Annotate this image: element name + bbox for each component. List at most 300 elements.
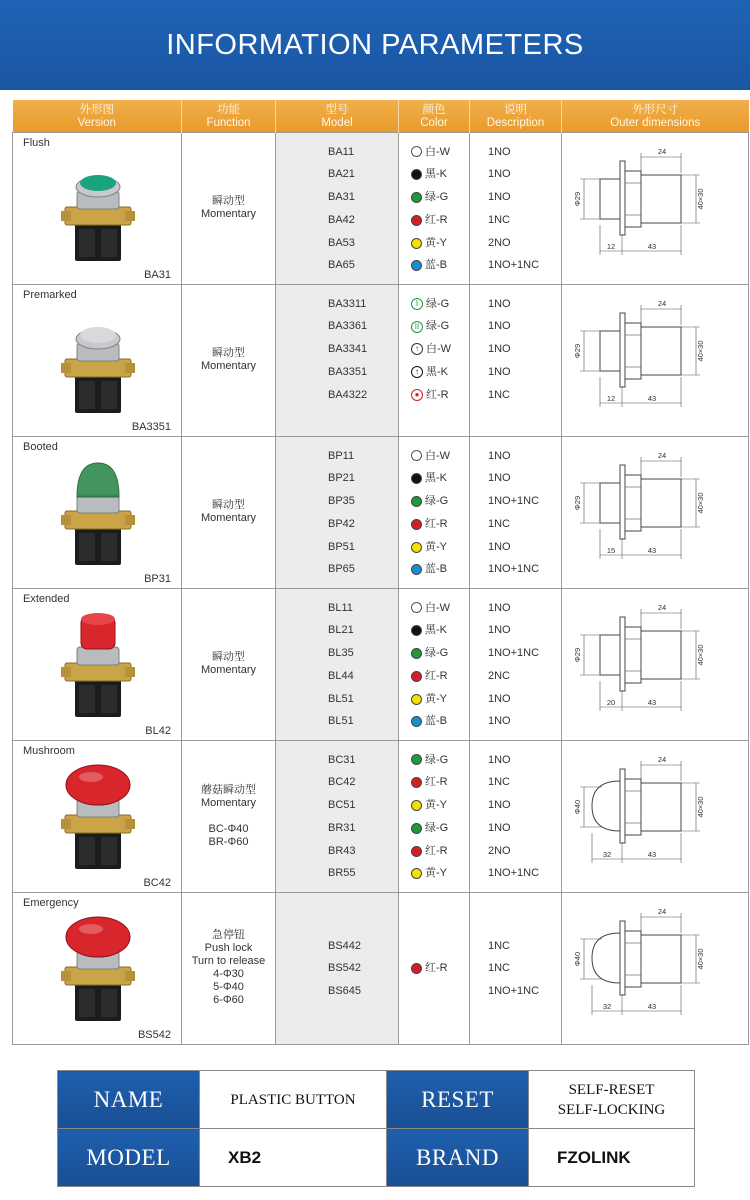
model-item: BL51 — [328, 715, 354, 728]
header-color: 颜色 Color — [399, 100, 470, 132]
brand-label: BRAND — [387, 1129, 529, 1187]
description-cell — [470, 132, 562, 284]
cap-highlight — [79, 924, 103, 934]
dim-label-bottom-left: 15 — [606, 545, 616, 555]
color-item — [399, 862, 469, 885]
color-label: 黄-Y — [425, 692, 447, 705]
description-item: 1NO+1NC — [488, 563, 540, 576]
contact-block-left — [79, 533, 95, 561]
function-cell — [182, 588, 276, 740]
model-item: BP21 — [328, 472, 355, 485]
color-item — [399, 467, 469, 490]
function-line: BR-Φ60 — [208, 835, 249, 848]
function-line: 瞬动型 — [212, 499, 245, 511]
bracket-screw — [61, 971, 71, 981]
body-outline — [641, 479, 681, 527]
model-item: BC31 — [328, 753, 356, 766]
function-cell — [182, 436, 276, 588]
description-cell — [470, 284, 562, 436]
description-item: 1NO — [488, 343, 511, 356]
color-label: 红-R — [425, 844, 448, 857]
flush-cap — [80, 175, 116, 191]
description-item: 1NO — [488, 191, 511, 204]
dim-label-size: 40×30 — [696, 643, 705, 666]
product-code: BA3351 — [131, 420, 171, 433]
mounting-bracket — [65, 207, 131, 225]
description-item: 1NO — [488, 715, 511, 728]
model-item: BR31 — [328, 821, 356, 834]
dim-label-top: 24 — [657, 298, 667, 308]
color-label: 红-R — [425, 213, 448, 226]
description-item: 2NO — [488, 236, 511, 249]
contact-block-right — [101, 685, 117, 713]
model-cell — [276, 436, 399, 588]
color-symbol-icon: ● — [411, 389, 423, 401]
version-cell — [13, 588, 182, 740]
color-item — [399, 558, 469, 581]
color-item — [399, 817, 469, 840]
color-item — [399, 665, 469, 688]
product-photo — [53, 151, 143, 263]
description-cell — [470, 892, 562, 1044]
head-outline — [600, 635, 620, 675]
category-label: Flush — [23, 136, 50, 149]
bracket-screw — [125, 211, 135, 221]
function-line: Turn to release — [191, 955, 266, 967]
model-item: BP11 — [328, 449, 355, 462]
dim-label-diameter: Φ29 — [573, 191, 582, 206]
mushroom-cap — [66, 765, 130, 805]
dim-label-bottom-left: 12 — [606, 393, 616, 403]
model-item: BC42 — [328, 776, 356, 789]
color-cell — [399, 284, 470, 436]
model-item: BA21 — [328, 168, 355, 181]
contact-block-right — [101, 837, 117, 865]
color-label: 蓝-B — [425, 563, 447, 576]
color-dot-icon — [411, 716, 422, 727]
dim-label-size: 40×30 — [696, 491, 705, 514]
color-item — [399, 315, 469, 338]
dim-label-bottom-left: 12 — [606, 241, 616, 251]
color-label: 绿-G — [426, 320, 450, 333]
panel-plate — [620, 921, 625, 995]
dimension-drawing — [562, 133, 750, 284]
contact-block-right — [101, 229, 117, 257]
color-dot-icon — [411, 963, 422, 974]
function-line: Push lock — [204, 942, 253, 954]
color-item — [399, 445, 469, 468]
color-label: 绿-G — [425, 753, 449, 766]
function-cell — [182, 132, 276, 284]
header-dimensions: 外形尺寸 Outer dimensions — [562, 100, 749, 132]
mounting-bracket — [65, 967, 131, 985]
color-item — [399, 163, 469, 186]
model-item: BA11 — [328, 145, 355, 158]
model-list — [276, 597, 398, 734]
color-dot-icon — [411, 625, 422, 636]
color-item — [399, 771, 469, 794]
model-list — [276, 749, 398, 886]
color-dot-icon — [411, 169, 422, 180]
description-list — [470, 901, 561, 1003]
dim-label-size: 40×30 — [696, 339, 705, 362]
color-cell — [399, 740, 470, 892]
head-outline — [600, 179, 620, 219]
dim-label-diameter: Φ29 — [573, 343, 582, 358]
color-dot-icon — [411, 238, 422, 249]
color-list — [399, 597, 469, 734]
color-dot-icon — [411, 823, 422, 834]
bracket-screw — [125, 971, 135, 981]
product-row — [13, 740, 749, 892]
model-item: BS645 — [328, 985, 362, 998]
color-item — [399, 749, 469, 772]
bracket-screw — [61, 819, 71, 829]
model-cell — [276, 284, 399, 436]
model-item: BA31 — [328, 191, 355, 204]
color-item — [399, 490, 469, 513]
head-outline — [600, 331, 620, 371]
color-dot-icon — [411, 846, 422, 857]
body-outline — [641, 175, 681, 223]
body-outline — [641, 631, 681, 679]
color-dot-icon — [411, 671, 422, 682]
model-item: BL11 — [328, 601, 353, 614]
color-item — [399, 186, 469, 209]
description-item: 1NO — [488, 601, 511, 614]
dim-label-diameter: Φ29 — [573, 647, 582, 662]
cap-top — [81, 613, 115, 625]
contact-block-left — [79, 229, 95, 257]
color-label: 绿-G — [425, 647, 449, 660]
model-cell — [276, 132, 399, 284]
bracket-screw — [125, 819, 135, 829]
model-cell — [276, 588, 399, 740]
mounting-bracket — [65, 359, 131, 377]
product-row — [13, 436, 749, 588]
dim-label-size: 40×30 — [696, 947, 705, 970]
title-banner — [0, 0, 750, 90]
model-item: BA3311 — [328, 297, 367, 310]
color-label: 黄-Y — [425, 799, 447, 812]
bracket-screw — [125, 363, 135, 373]
color-item — [399, 293, 469, 316]
header-function: 功能 Function — [182, 100, 276, 132]
description-item: 1NO — [488, 145, 511, 158]
panel-plate — [620, 465, 625, 539]
head-outline — [600, 483, 620, 523]
color-dot-icon — [411, 496, 422, 507]
dim-label-size: 40×30 — [696, 795, 705, 818]
name-value: PLASTIC BUTTON — [200, 1071, 387, 1129]
dimensions-cell — [562, 892, 749, 1044]
head-outline — [592, 781, 620, 831]
description-item: 1NC — [488, 776, 511, 789]
reset-value-line: SELF-RESET — [568, 1081, 655, 1098]
color-cell — [399, 588, 470, 740]
dimensions-cell — [562, 132, 749, 284]
description-item: 1NC — [488, 939, 511, 952]
dimensions-cell — [562, 740, 749, 892]
color-dot-icon — [411, 648, 422, 659]
dimension-drawing — [562, 893, 750, 1044]
color-item — [399, 338, 469, 361]
function-cell — [182, 892, 276, 1044]
model-item: BA42 — [328, 213, 355, 226]
description-item: 1NO — [488, 320, 511, 333]
dim-label-top: 24 — [657, 906, 667, 916]
product-code: BC42 — [143, 876, 171, 889]
dim-label-bottom-left: 32 — [602, 849, 612, 859]
color-list — [399, 901, 469, 1003]
color-item — [399, 141, 469, 164]
color-label: 黄-Y — [425, 540, 447, 553]
mounting-bracket — [65, 663, 131, 681]
description-item: 1NO — [488, 540, 511, 553]
dim-label-top: 24 — [657, 450, 667, 460]
panel-plate — [620, 313, 625, 387]
description-item: 1NO — [488, 472, 511, 485]
dimension-drawing — [562, 285, 750, 436]
description-cell — [470, 588, 562, 740]
color-dot-icon — [411, 473, 422, 484]
description-list — [470, 445, 561, 582]
bracket-screw — [125, 515, 135, 525]
product-row — [13, 588, 749, 740]
dim-label-top: 24 — [657, 146, 667, 156]
description-item: 1NO — [488, 297, 511, 310]
description-item: 1NO+1NC — [488, 495, 540, 508]
color-label: 黑-K — [426, 365, 448, 378]
description-item: 1NO — [488, 821, 511, 834]
color-label: 蓝-B — [425, 715, 447, 728]
description-item: 1NC — [488, 517, 511, 530]
function-line: 4-Φ30 — [213, 968, 244, 980]
description-item: 2NO — [488, 844, 511, 857]
function-line: 急停钮 — [212, 929, 245, 941]
category-label: Premarked — [23, 288, 77, 301]
product-row — [13, 284, 749, 436]
model-item: BP65 — [328, 563, 355, 576]
model-item: BP35 — [328, 495, 355, 508]
function-line — [182, 810, 275, 823]
color-dot-icon — [411, 519, 422, 530]
color-label: 白-W — [426, 343, 452, 356]
color-dot-icon — [411, 564, 422, 575]
contact-block-right — [101, 381, 117, 409]
description-item: 1NO — [488, 365, 511, 378]
function-line: 6-Φ60 — [213, 994, 244, 1006]
color-item — [399, 710, 469, 733]
product-code: BS542 — [137, 1028, 171, 1041]
bracket-screw — [61, 667, 71, 677]
description-list — [470, 293, 561, 407]
color-label: 绿-G — [425, 821, 449, 834]
description-item: 1NO+1NC — [488, 647, 540, 660]
model-list — [276, 293, 398, 407]
model-cell — [276, 740, 399, 892]
version-cell — [13, 892, 182, 1044]
color-cell — [399, 132, 470, 284]
function-cell — [182, 284, 276, 436]
description-cell — [470, 436, 562, 588]
model-value: XB2 — [200, 1129, 387, 1187]
color-item — [399, 957, 469, 980]
spec-table — [57, 1070, 695, 1187]
function-line: 瞬动型 — [212, 651, 245, 663]
header-description: 说明 Description — [470, 100, 562, 132]
head-outline — [592, 933, 620, 983]
color-label: 红-R — [426, 388, 449, 401]
description-list — [470, 141, 561, 278]
product-code: BP31 — [144, 572, 171, 585]
bracket-screw — [125, 667, 135, 677]
boot-cap — [77, 463, 119, 497]
dim-label-bottom-right: 43 — [647, 393, 657, 403]
collar-outline — [625, 323, 641, 379]
reset-label: RESET — [387, 1071, 529, 1129]
model-item: BL51 — [328, 692, 354, 705]
description-cell — [470, 740, 562, 892]
dimensions-cell — [562, 436, 749, 588]
description-item: 1NC — [488, 213, 511, 226]
body-outline — [641, 327, 681, 375]
color-label: 绿-G — [425, 495, 449, 508]
color-symbol-icon: I — [411, 298, 423, 310]
model-item: BP51 — [328, 540, 355, 553]
model-item: BL21 — [328, 624, 354, 637]
name-label: NAME — [58, 1071, 200, 1129]
contact-block-right — [101, 533, 117, 561]
reset-value-line: SELF-LOCKING — [557, 1101, 666, 1118]
function-line: 瞬动型 — [212, 195, 245, 207]
description-item: 2NC — [488, 669, 511, 682]
dim-label-bottom-right: 43 — [647, 849, 657, 859]
color-dot-icon — [411, 542, 422, 553]
color-list — [399, 445, 469, 582]
collar-outline — [625, 627, 641, 683]
function-line: 瞬动型 — [212, 347, 245, 359]
model-item: BA3341 — [328, 343, 368, 356]
brand-value: FZOLINK — [529, 1129, 695, 1187]
dimension-drawing — [562, 741, 750, 892]
bracket-screw — [61, 211, 71, 221]
mounting-bracket — [65, 815, 131, 833]
mushroom-cap — [66, 917, 130, 957]
color-item — [399, 384, 469, 407]
color-dot-icon — [411, 260, 422, 271]
color-label: 白-W — [425, 145, 451, 158]
description-item: 1NO — [488, 692, 511, 705]
function-line: 5-Φ40 — [213, 981, 244, 993]
function-cell — [182, 740, 276, 892]
model-item: BR55 — [328, 867, 356, 880]
table-header-row — [13, 100, 749, 132]
contact-block-left — [79, 381, 95, 409]
category-label: Extended — [23, 592, 70, 605]
dim-label-top: 24 — [657, 754, 667, 764]
product-row — [13, 892, 749, 1044]
function-line: Momentary — [200, 512, 257, 524]
color-label: 红-R — [425, 517, 448, 530]
metal-bezel — [77, 495, 119, 513]
model-item: BA3351 — [328, 365, 368, 378]
product-photo — [53, 455, 143, 567]
color-symbol-icon: II — [411, 321, 423, 333]
body-outline — [641, 935, 681, 983]
dim-label-bottom-right: 43 — [647, 545, 657, 555]
color-dot-icon — [411, 800, 422, 811]
description-list — [470, 749, 561, 886]
color-item — [399, 935, 469, 958]
description-item: 1NO+1NC — [488, 259, 540, 272]
product-photo — [53, 911, 143, 1023]
description-item: 1NO — [488, 624, 511, 637]
panel-plate — [620, 617, 625, 691]
version-cell — [13, 284, 182, 436]
function-line: Momentary — [200, 796, 257, 809]
color-cell — [399, 436, 470, 588]
model-item: BA3361 — [328, 320, 368, 333]
color-label: 黑-K — [425, 472, 447, 485]
model-item: BR43 — [328, 844, 356, 857]
description-list — [470, 597, 561, 734]
model-item: BS542 — [328, 962, 362, 975]
contact-block-right — [101, 989, 117, 1017]
color-symbol-icon: ↑ — [411, 343, 423, 355]
color-item — [399, 536, 469, 559]
color-dot-icon — [411, 450, 422, 461]
dim-label-bottom-left: 32 — [602, 1001, 612, 1011]
model-item: BA4322 — [328, 388, 368, 401]
dim-label-diameter: Φ40 — [573, 799, 582, 814]
category-label: Mushroom — [23, 744, 75, 757]
collar-outline — [625, 171, 641, 227]
model-item: BP42 — [328, 517, 355, 530]
product-photo — [53, 303, 143, 415]
reset-value — [529, 1071, 695, 1129]
color-label: 黑-K — [425, 168, 447, 181]
color-item — [399, 642, 469, 665]
version-cell — [13, 740, 182, 892]
description-item: 1NC — [488, 388, 511, 401]
model-item: BL35 — [328, 647, 354, 660]
color-item — [399, 361, 469, 384]
description-item: 1NC — [488, 962, 511, 975]
dim-label-bottom-right: 43 — [647, 1001, 657, 1011]
model-item: BL44 — [328, 669, 354, 682]
function-line: Momentary — [200, 208, 257, 220]
color-dot-icon — [411, 694, 422, 705]
color-label: 黑-K — [425, 624, 447, 637]
color-label: 白-W — [425, 601, 451, 614]
version-cell — [13, 132, 182, 284]
dim-label-size: 40×30 — [696, 187, 705, 210]
color-dot-icon — [411, 192, 422, 203]
model-label: MODEL — [58, 1129, 200, 1187]
color-list — [399, 293, 469, 407]
cap-highlight — [79, 772, 103, 782]
product-photo — [53, 607, 143, 719]
color-item — [399, 688, 469, 711]
dim-label-diameter: Φ29 — [573, 495, 582, 510]
product-row — [13, 132, 749, 284]
description-item: 1NO+1NC — [488, 867, 540, 880]
color-item — [399, 840, 469, 863]
parameters-table — [12, 100, 749, 1045]
color-label: 白-W — [425, 449, 451, 462]
product-code: BL42 — [145, 724, 171, 737]
